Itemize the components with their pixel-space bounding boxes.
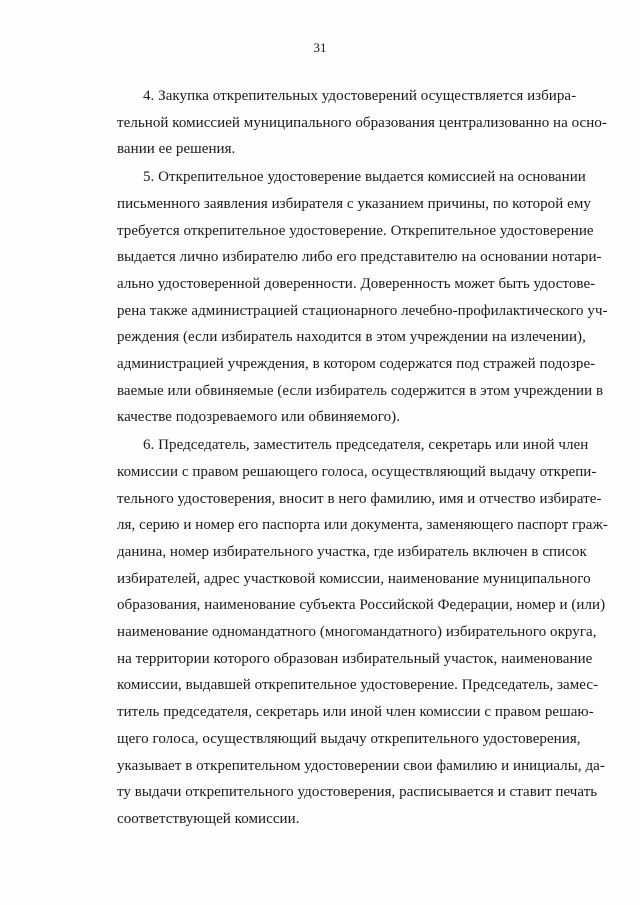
text-line: данина, номер избирательного участка, где избиратель включен в список [117, 543, 587, 560]
page-number: 31 [313, 40, 327, 55]
text-line: титель председателя, секретарь или иной член комиссии с правом решаю- [117, 704, 594, 721]
text-line: указывает в открепительном удостоверении свои фамилию и инициалы, да- [117, 757, 605, 774]
text-line: реждения (если избиратель находится в этом учреждении на излечении), [117, 329, 586, 346]
text-line: выдается лично избирателю либо его представителю на основании нотари- [117, 249, 602, 266]
text-line: вании ее решения. [117, 141, 236, 158]
text-line: письменного заявления избирателя с указанием причины, по которой ему [117, 195, 591, 212]
text-line: комиссии, выдавшей открепительное удостоверение. Председатель, замес- [117, 677, 599, 694]
text-line: 4. Закупка открепительных удостоверений осуществляется избира- [143, 88, 577, 104]
text-line: 6. Председатель, заместитель председателя, секретарь или иной член [143, 437, 589, 454]
text-line: соответствующей комиссии. [117, 810, 300, 827]
text-line: наименование одномандатного (многомандатного) избирательного округа, [117, 624, 597, 641]
text-line: ально удостоверенной доверенности. Доверенность может быть удостове- [117, 275, 596, 292]
text-line: ту выдачи открепительного удостоверения, расписывается и ставит печать [117, 784, 598, 801]
text-line: требуется открепительное удостоверение. Открепительное удостоверение [117, 222, 594, 239]
text-line: 5. Открепительное удостоверение выдается комиссией на основании [143, 169, 586, 186]
text-line: ваемые или обвиняемые (если избиратель содержится в этом учреждении в [117, 382, 604, 399]
paragraph-4 [117, 83, 607, 163]
text-line: на территории которого образован избирательный участок, наименование [117, 650, 593, 667]
text-line: тельного удостоверения, вносит в него фамилию, имя и отчество избирате- [117, 490, 602, 507]
text-line: качестве подозреваемого или обвиняемого). [117, 409, 401, 426]
paragraph-5 [117, 164, 608, 431]
text-line: тельной комиссией муниципального образования централизованно на осно- [117, 114, 607, 131]
paragraph-6 [117, 432, 608, 833]
text-line: рена также администрацией стационарного лечебно-профилактического уч- [117, 302, 608, 319]
text-line: ля, серию и номер его паспорта или документа, заменяющего паспорт граж- [117, 517, 608, 534]
text-line: щего голоса, осуществляющий выдачу открепительного удостоверения, [117, 730, 581, 747]
document-body [117, 83, 608, 833]
text-line: образования, наименование субъекта Российской Федерации, номер и (или) [117, 597, 606, 614]
text-line: избирателей, адрес участковой комиссии, наименование муниципального [117, 570, 591, 587]
text-line: администрацией учреждения, в котором содержатся под стражей подозре- [117, 356, 596, 373]
text-line: комиссии с правом решающего голоса, осуществляющий выдачу открепи- [117, 463, 597, 480]
